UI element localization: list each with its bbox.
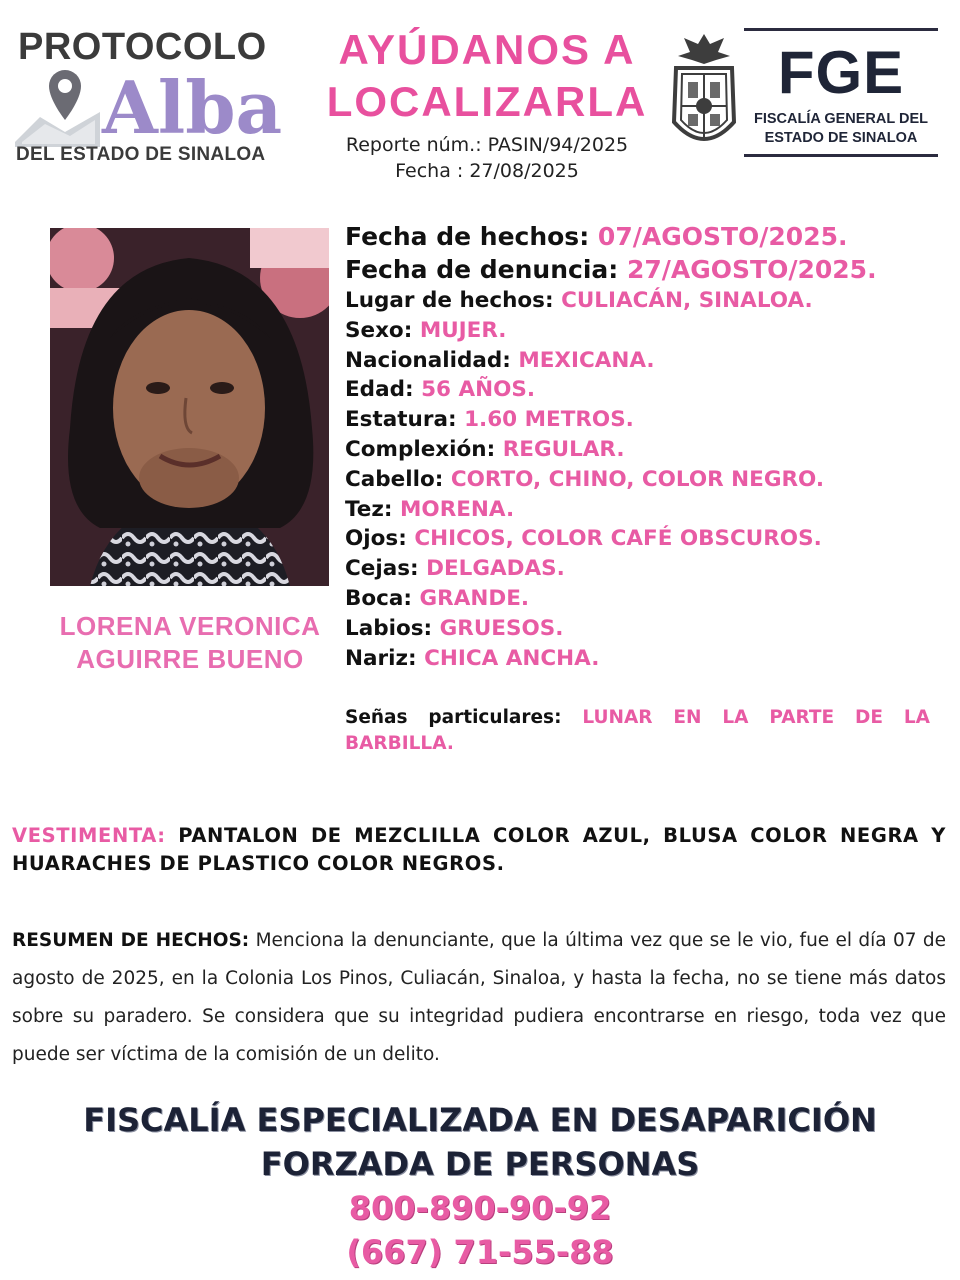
date-label: Fecha : xyxy=(395,160,464,182)
vestimenta-label: VESTIMENTA: xyxy=(12,824,166,847)
senas-label: Señas particulares: xyxy=(345,707,562,728)
person-name-line-2: AGUIRRE BUENO xyxy=(76,644,304,674)
report-label: Reporte núm.: xyxy=(345,134,482,156)
detail-value: CHICA ANCHA. xyxy=(424,645,600,671)
vestimenta xyxy=(12,822,946,878)
footer-title-line-2: FORZADA DE PERSONAS xyxy=(260,1145,700,1183)
detail-row-edad xyxy=(345,375,945,405)
title-line-2: LOCALIZARLA xyxy=(326,78,648,125)
fge-subtitle-line-2: ESTADO DE SINALOA xyxy=(764,130,918,146)
fge-bottom-rule xyxy=(744,154,938,157)
detail-label: Labios: xyxy=(345,615,433,641)
senas-particulares xyxy=(345,705,930,757)
detail-row-lugar xyxy=(345,286,945,316)
detail-value: REGULAR. xyxy=(502,436,625,462)
map-pin-icon xyxy=(10,62,110,152)
detail-value: CULIACÁN, SINALOA. xyxy=(561,288,813,313)
detail-value: 27/AGOSTO/2025. xyxy=(627,255,877,284)
detail-label: Cabello: xyxy=(345,466,444,492)
phone-number-2[interactable]: (667) 71-55-88 xyxy=(346,1233,614,1271)
detail-row-sexo xyxy=(345,316,945,346)
detail-value: 1.60 METROS. xyxy=(464,407,634,433)
vestimenta-value: PANTALON DE MEZCLILLA COLOR AZUL, BLUSA COLOR NEGRA Y HUARACHES DE PLASTICO COLOR NEGROS. xyxy=(12,824,947,875)
report-number xyxy=(318,132,656,158)
detail-label: Ojos: xyxy=(345,526,407,552)
logo-state-text: DEL ESTADO DE SINALOA xyxy=(16,144,266,165)
detail-row-labios xyxy=(345,614,945,644)
title-line-1: AYÚDANOS A xyxy=(338,26,636,73)
detail-label: Edad: xyxy=(345,377,414,403)
missing-person-photo xyxy=(50,228,329,586)
logo-alba-text: Alba xyxy=(102,65,283,150)
detail-label: Fecha de denuncia: xyxy=(345,255,619,284)
details-list xyxy=(345,220,945,673)
detail-row-cejas xyxy=(345,554,945,584)
detail-row-complexion xyxy=(345,435,945,465)
date-value: 27/08/2025 xyxy=(469,160,579,182)
detail-row-ojos xyxy=(345,524,945,554)
detail-value: DELGADAS. xyxy=(426,556,565,582)
detail-label: Nacionalidad: xyxy=(345,347,511,373)
resumen-text: Menciona la denunciante, que la última vez que se le vio, fue el día 07 de agosto de 2025, en la Colonia Los Pinos, Culiacán, Sinaloa, y hasta la fecha, no se tiene más datos sobre su paradero. Se considera que su integridad pudiera encontrarse en riesgo, toda vez que puede ser víctima de la comisión de un delito. xyxy=(12,930,947,1065)
report-date xyxy=(318,158,656,184)
fge-subtitle xyxy=(744,110,938,148)
fge-top-rule xyxy=(744,28,938,31)
detail-row-nacionalidad xyxy=(345,346,945,376)
report-value: PASIN/94/2025 xyxy=(487,134,629,156)
detail-value: CORTO, CHINO, COLOR NEGRO. xyxy=(450,466,825,492)
detail-label: Lugar de hechos: xyxy=(345,288,554,313)
detail-label: Sexo: xyxy=(345,317,413,343)
detail-row-fecha-hechos xyxy=(345,220,945,253)
detail-label: Fecha de hechos: xyxy=(345,222,590,251)
person-name-line-1: LORENA VERONICA xyxy=(59,611,321,641)
detail-row-cabello xyxy=(345,465,945,495)
detail-value: GRANDE. xyxy=(419,585,530,611)
detail-label: Tez: xyxy=(345,496,393,522)
fge-logo xyxy=(744,28,940,160)
footer-contact xyxy=(0,1098,960,1274)
detail-row-nariz xyxy=(345,644,945,674)
person-portrait-image xyxy=(50,228,329,586)
detail-value: MEXICANA. xyxy=(518,347,655,373)
resumen-hechos xyxy=(12,922,946,1074)
fge-acronym: FGE xyxy=(777,39,905,106)
detail-label: Estatura: xyxy=(345,407,457,433)
fge-subtitle-line-1: FISCALÍA GENERAL DEL xyxy=(753,111,928,127)
logo-protocolo-text: PROTOCOLO xyxy=(18,26,267,68)
detail-label: Boca: xyxy=(345,585,413,611)
phone-number-1[interactable]: 800-890-90-92 xyxy=(348,1189,612,1227)
detail-value: 07/AGOSTO/2025. xyxy=(597,222,848,251)
detail-value: 56 AÑOS. xyxy=(421,377,536,403)
detail-label: Cejas: xyxy=(345,556,419,582)
title-block xyxy=(318,24,656,184)
sinaloa-seal-icon xyxy=(668,28,740,162)
person-name xyxy=(40,610,340,676)
senas-value: LUNAR EN LA PARTE DE LA BARBILLA. xyxy=(345,707,930,754)
detail-value: GRUESOS. xyxy=(439,615,564,641)
detail-label: Complexión: xyxy=(345,436,496,462)
detail-row-boca xyxy=(345,584,945,614)
protocolo-alba-logo xyxy=(10,22,310,172)
footer-title-line-1: FISCALÍA ESPECIALIZADA EN DESAPARICIÓN xyxy=(83,1101,877,1139)
detail-row-fecha-denuncia xyxy=(345,253,945,286)
detail-row-estatura xyxy=(345,405,945,435)
resumen-label: RESUMEN DE HECHOS: xyxy=(12,930,250,951)
detail-value: MUJER. xyxy=(419,317,507,343)
detail-label: Nariz: xyxy=(345,645,417,671)
detail-value: CHICOS, COLOR CAFÉ OBSCUROS. xyxy=(414,526,822,552)
detail-row-tez xyxy=(345,495,945,525)
detail-value: MORENA. xyxy=(400,496,515,522)
